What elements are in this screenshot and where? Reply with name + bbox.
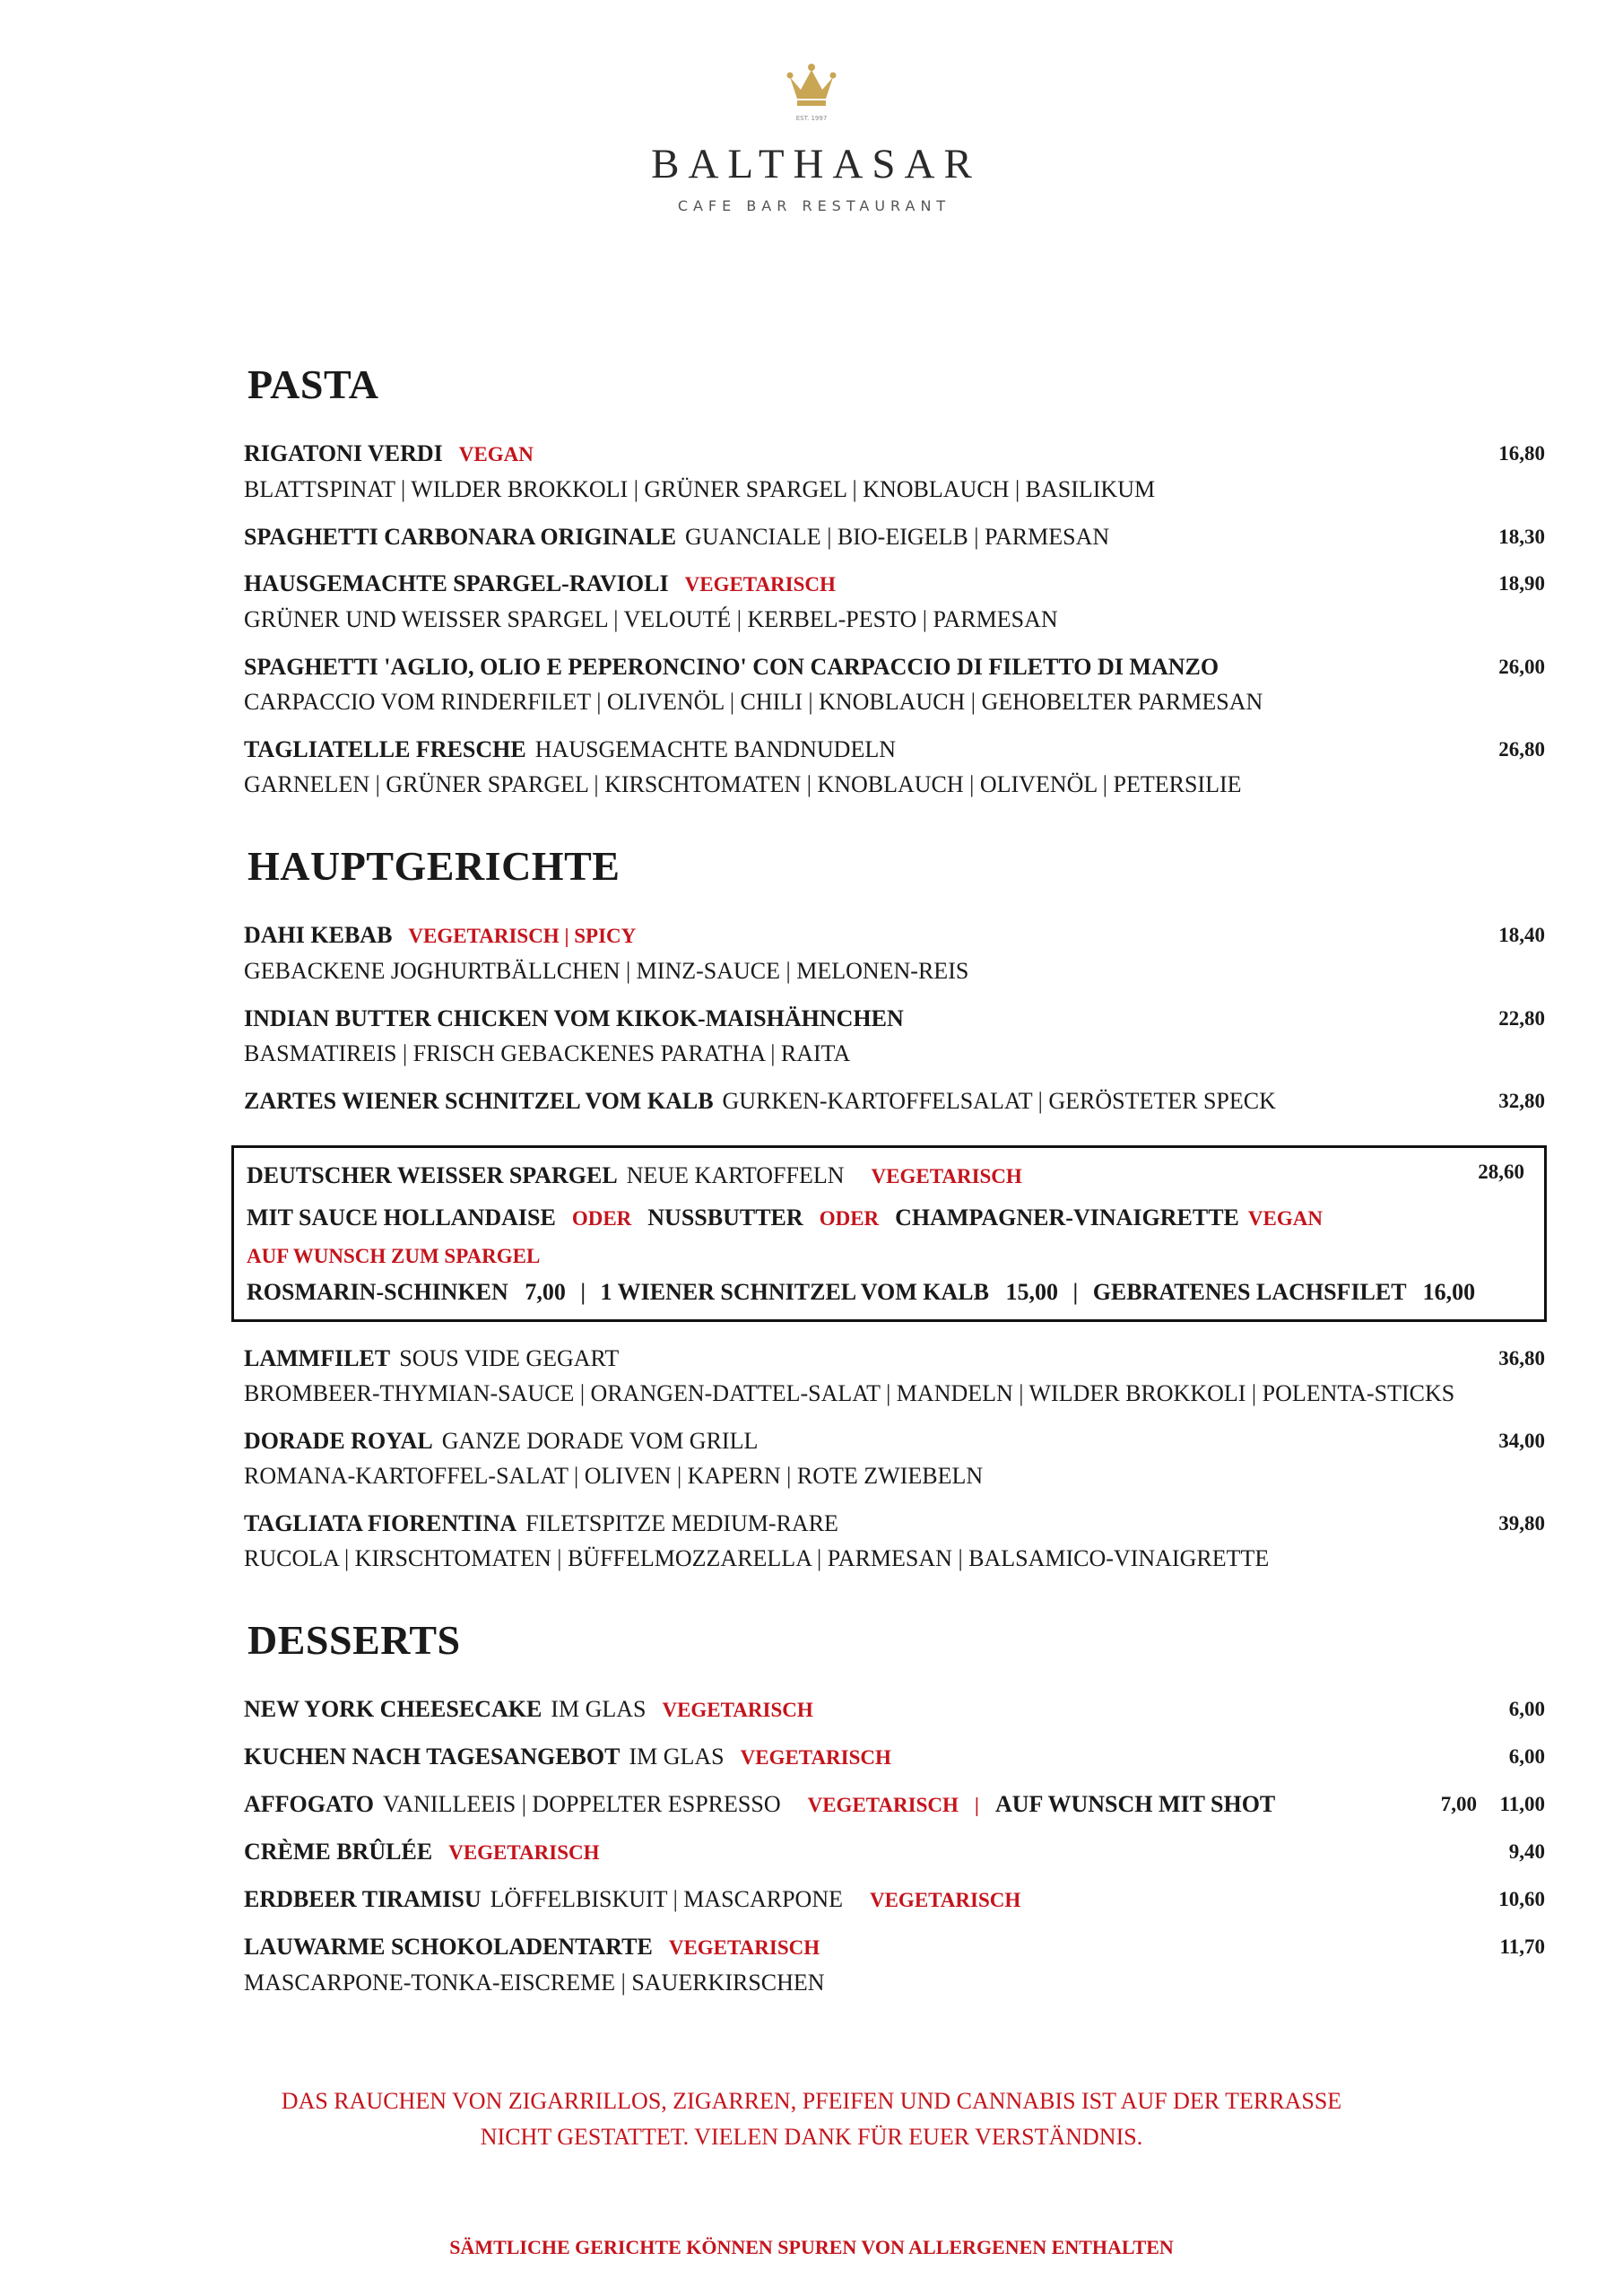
item-tag: VEGETARISCH <box>668 1936 820 1959</box>
item-name: NEW YORK CHEESECAKE <box>244 1696 542 1722</box>
item-price: 6,00 <box>1508 1698 1545 1720</box>
item-description: GRÜNER UND WEISSER SPARGEL | VELOUTÉ | KERBEL-PESTO | PARMESAN <box>244 606 1058 632</box>
item-tag: VEGETARISCH <box>684 573 836 596</box>
item-description: CARPACCIO VOM RINDERFILET | OLIVENÖL | CHILI | KNOBLAUCH | GEHOBELTER PARMESAN <box>244 689 1263 715</box>
item-tag: VEGETARISCH | SPICY <box>408 925 637 947</box>
menu-item <box>244 918 1545 989</box>
item-tag: VEGAN <box>458 443 534 465</box>
brand-est: EST. 1997 <box>795 115 828 122</box>
addon-lachsfilet: GEBRATENES LACHSFILET <box>1092 1279 1407 1305</box>
menu-item <box>244 1002 1545 1072</box>
sauce-nussbutter: NUSSBUTTER <box>647 1205 803 1231</box>
item-name: ERDBEER TIRAMISU <box>244 1886 482 1912</box>
section-title-pasta: PASTA <box>247 361 379 407</box>
item-description: BASMATIREIS | FRISCH GEBACKENES PARATHA | RAITA <box>244 1040 851 1066</box>
header <box>0 59 1623 214</box>
menu-item <box>244 733 1545 803</box>
spargel-price: 28,60 <box>1478 1161 1524 1183</box>
addon-price: 16,00 <box>1422 1279 1476 1305</box>
item-desc: VANILLEEIS | DOPPELTER ESPRESSO <box>382 1791 781 1817</box>
allergen-notice: SÄMTLICHE GERICHTE KÖNNEN SPUREN VON ALLERGENEN ENTHALTEN <box>449 2236 1174 2258</box>
crown-logo-icon <box>785 59 838 127</box>
brand-subtitle: CAFE BAR RESTAURANT <box>677 197 951 214</box>
item-desc: LÖFFELBISKUIT | MASCARPONE <box>490 1886 843 1912</box>
addon-rosmarin-schinken: ROSMARIN-SCHINKEN <box>247 1279 508 1305</box>
item-name: DORADE ROYAL <box>244 1428 433 1454</box>
item-tag: VEGETARISCH <box>740 1746 891 1769</box>
menu-item <box>244 1740 1545 1775</box>
section-title-desserts: DESSERTS <box>247 1617 461 1663</box>
item-name: HAUSGEMACHTE SPARGEL-RAVIOLI <box>244 570 669 596</box>
spargel-desc: NEUE KARTOFFELN <box>626 1162 845 1188</box>
item-description: MASCARPONE-TONKA-EISCREME | SAUERKIRSCHEN <box>244 1970 825 1996</box>
menu-item <box>244 1787 1545 1822</box>
item-desc: SOUS VIDE GEGART <box>399 1345 620 1371</box>
item-desc: IM GLAS <box>551 1696 647 1722</box>
item-name: DAHI KEBAB <box>244 922 393 948</box>
item-tag: VEGETARISCH <box>807 1794 959 1816</box>
notice-line-1: DAS RAUCHEN VON ZIGARRILLOS, ZIGARREN, PFEIFEN UND CANNABIS IST AUF DER TERRASSE <box>281 2088 1342 2114</box>
item-name: RIGATONI VERDI <box>244 440 443 466</box>
menu-item <box>244 1692 1545 1727</box>
sauce-hollandaise: MIT SAUCE HOLLANDAISE <box>247 1205 556 1231</box>
item-desc: GANZE DORADE VOM GRILL <box>441 1428 759 1454</box>
item-name: KUCHEN NACH TAGESANGEBOT <box>244 1744 621 1770</box>
addon-wiener-schnitzel: 1 WIENER SCHNITZEL VOM KALB <box>600 1279 989 1305</box>
separator: | <box>1072 1279 1079 1305</box>
menu-item <box>244 1084 1545 1118</box>
item-description: GARNELEN | GRÜNER SPARGEL | KIRSCHTOMATEN | KNOBLAUCH | OLIVENÖL | PETERSILIE <box>244 771 1242 797</box>
spargel-name: DEUTSCHER WEISSER SPARGEL <box>247 1162 618 1188</box>
spargel-special-box <box>231 1145 1547 1322</box>
brand-name: BALTHASAR <box>651 141 981 187</box>
separator: | <box>974 1794 979 1816</box>
separator: | <box>580 1279 586 1305</box>
menu <box>244 361 1545 2013</box>
menu-item <box>244 437 1545 508</box>
item-price-shot: 7,00 <box>1440 1793 1477 1815</box>
item-description: BLATTSPINAT | WILDER BROKKOLI | GRÜNER SPARGEL | KNOBLAUCH | BASILIKUM <box>244 476 1156 502</box>
item-price: 26,80 <box>1498 738 1545 761</box>
item-description: ROMANA-KARTOFFEL-SALAT | OLIVEN | KAPERN | ROTE ZWIEBELN <box>244 1463 984 1489</box>
item-tag: VEGETARISCH <box>869 1889 1021 1911</box>
spargel-tag: VEGETARISCH <box>871 1165 1022 1187</box>
menu-item <box>244 1342 1545 1412</box>
item-price: 18,40 <box>1498 924 1545 946</box>
item-name: ZARTES WIENER SCHNITZEL VOM KALB <box>244 1088 714 1114</box>
item-name: LAMMFILET <box>244 1345 391 1371</box>
item-description: GEBACKENE JOGHURTBÄLLCHEN | MINZ-SAUCE | MELONEN-REIS <box>244 958 969 984</box>
item-price: 18,90 <box>1498 572 1545 595</box>
item-price: 34,00 <box>1498 1430 1545 1452</box>
menu-item <box>244 1424 1545 1494</box>
menu-item <box>244 520 1545 554</box>
item-tag: VEGETARISCH <box>448 1841 600 1864</box>
smoking-notice <box>0 2083 1623 2155</box>
menu-item <box>244 1883 1545 1918</box>
item-extra: AUF WUNSCH MIT SHOT <box>994 1791 1276 1817</box>
item-name: SPAGHETTI 'AGLIO, OLIO E PEPERONCINO' CON CARPACCIO DI FILETTO DI MANZO <box>244 654 1219 680</box>
item-name: AFFOGATO <box>244 1791 374 1817</box>
item-name: SPAGHETTI CARBONARA ORIGINALE <box>244 524 677 550</box>
item-price: 39,80 <box>1498 1512 1545 1535</box>
item-name: TAGLIATA FIORENTINA <box>244 1510 517 1536</box>
item-desc: HAUSGEMACHTE BANDNUDELN <box>534 736 896 762</box>
item-desc: GURKEN-KARTOFFELSALAT | GERÖSTETER SPECK <box>722 1088 1276 1114</box>
item-name: INDIAN BUTTER CHICKEN VOM KIKOK-MAISHÄHNCHEN <box>244 1005 904 1031</box>
item-description: RUCOLA | KIRSCHTOMATEN | BÜFFELMOZZARELLA | PARMESAN | BALSAMICO-VINAIGRETTE <box>244 1545 1270 1571</box>
item-price: 9,40 <box>1508 1840 1545 1863</box>
menu-item <box>244 1507 1545 1577</box>
item-price: 11,00 <box>1499 1793 1545 1815</box>
sauce-tag: VEGAN <box>1247 1207 1323 1230</box>
item-tag: VEGETARISCH <box>662 1699 813 1721</box>
section-title-hauptgerichte: HAUPTGERICHTE <box>247 843 621 889</box>
addon-price: 15,00 <box>1005 1279 1058 1305</box>
menu-item <box>244 567 1545 638</box>
item-name: TAGLIATELLE FRESCHE <box>244 736 526 762</box>
item-price: 18,30 <box>1498 526 1545 548</box>
oder-label: ODER <box>571 1207 632 1230</box>
item-desc: FILETSPITZE MEDIUM-RARE <box>525 1510 838 1536</box>
item-price: 36,80 <box>1498 1347 1545 1370</box>
item-price: 10,60 <box>1498 1888 1545 1910</box>
oder-label: ODER <box>819 1207 880 1230</box>
notice-line-2: NICHT GESTATTET. VIELEN DANK FÜR EUER VERSTÄNDNIS. <box>480 2124 1143 2150</box>
menu-item <box>244 1930 1545 2001</box>
item-price: 11,70 <box>1499 1935 1545 1958</box>
item-description: BROMBEER-THYMIAN-SAUCE | ORANGEN-DATTEL-SALAT | MANDELN | WILDER BROKKOLI | POLENTA-STICKS <box>244 1380 1455 1406</box>
item-desc: GUANCIALE | BIO-EIGELB | PARMESAN <box>685 524 1110 550</box>
item-name: CRÈME BRÛLÉE <box>244 1839 433 1865</box>
item-price: 32,80 <box>1498 1090 1545 1112</box>
menu-item <box>244 1835 1545 1870</box>
addon-price: 7,00 <box>525 1279 566 1305</box>
menu-item <box>244 650 1545 720</box>
sauce-champagner: CHAMPAGNER-VINAIGRETTE <box>895 1205 1239 1231</box>
item-price: 22,80 <box>1498 1007 1545 1030</box>
item-price: 6,00 <box>1508 1745 1545 1768</box>
item-desc: IM GLAS <box>629 1744 725 1770</box>
item-price: 26,00 <box>1498 656 1545 678</box>
addon-title: AUF WUNSCH ZUM SPARGEL <box>247 1245 541 1267</box>
item-name: LAUWARME SCHOKOLADENTARTE <box>244 1934 653 1960</box>
item-price: 16,80 <box>1498 442 1545 465</box>
